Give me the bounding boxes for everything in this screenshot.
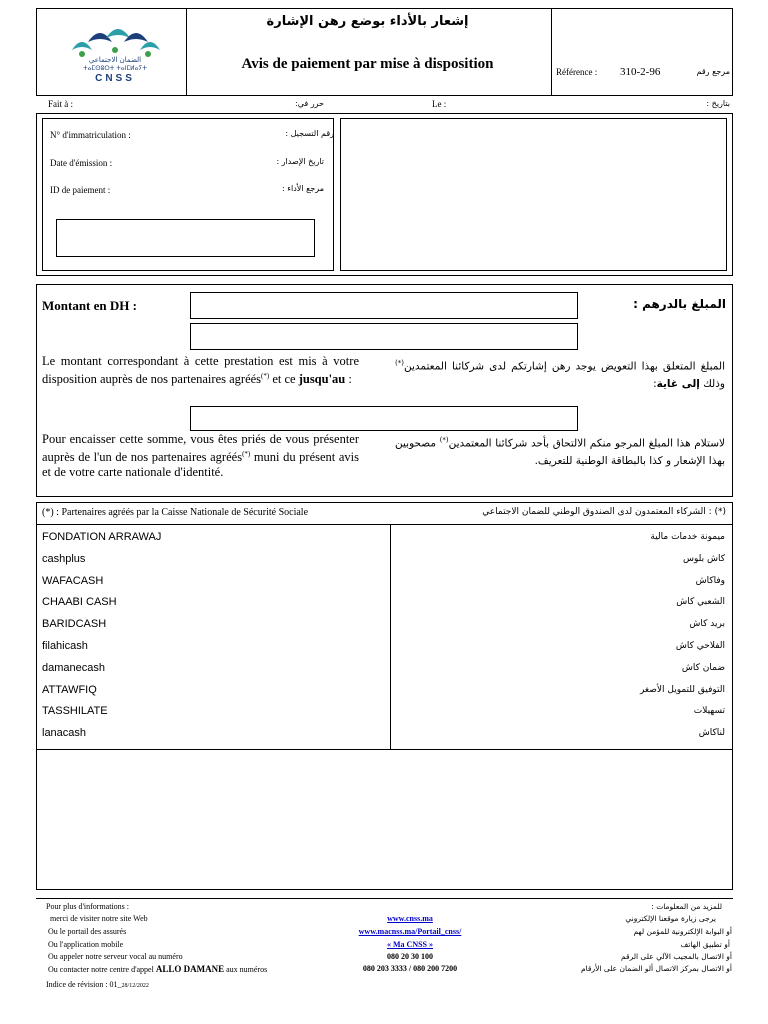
amount-digits-field[interactable] (190, 292, 578, 319)
footer-ar-0: للمزيد من المعلومات : (651, 902, 722, 911)
link-cnss-website[interactable]: www.cnss.ma (387, 914, 433, 923)
voice-server-number: 080 20 30 100 (387, 952, 433, 961)
logo-text-tifinagh: ⵜⴰⵎⵙⵓⵔⵜ ⵜⴰⵏⵎⵍⴰⵢⵜ (83, 65, 147, 72)
immatriculation-label-ar: رقم التسجيل : (285, 129, 334, 138)
partner-row (36, 572, 733, 594)
encaisser-text-fr-2: muni du présent avis et de votre carte nationale d'identité. (42, 450, 359, 480)
footer-fr-3: Ou l'application mobile (48, 940, 124, 949)
partner-name-fr: cashplus (42, 552, 86, 565)
partner-name-ar: ضمان كاش (681, 662, 725, 673)
payment-id-label-ar: مرجع الأداء : (281, 184, 324, 193)
footer-fr-0: Pour plus d'informations : (46, 902, 129, 911)
partner-row (36, 550, 733, 572)
partner-name-fr: BARIDCASH (42, 618, 107, 631)
dispo-text-ar-1: المبلغ المتعلق بهذا التعويض يوجد رهن إشارتكم لدى شركائنا المعتمدين (403, 360, 725, 373)
partner-row (36, 528, 733, 550)
footer-fr-2: Ou le portail des assurés (48, 927, 127, 936)
montant-label-ar: المبلغ بالدرهم : (633, 297, 726, 311)
cnss-logo (60, 14, 170, 90)
montant-label: Montant en DH : (42, 298, 137, 313)
partner-row (36, 724, 733, 746)
dispo-sup: (*) (261, 372, 270, 380)
dispo-sup-ar: (*) (395, 359, 404, 367)
emission-label-ar: تاريخ الإصدار : (276, 157, 324, 166)
dispo-text-fr (42, 354, 359, 387)
dispo-text-ar-end: : (653, 377, 657, 390)
footer-ar-1: يرجى زيارة موقعنا الإلكتروني (625, 914, 716, 923)
barcode-field[interactable] (56, 219, 315, 257)
immatriculation-label: N° d'immatriculation : (50, 130, 131, 140)
encaisser-sup-ar: (*) (439, 436, 449, 444)
dispo-text-ar (395, 355, 725, 393)
partner-name-ar: كاش بلوس (683, 553, 725, 564)
header-ref-divider (551, 8, 552, 96)
partners-list-bottom-rule (36, 749, 733, 750)
reference-value: 310-2-96 (620, 66, 661, 78)
payment-id-label: ID de paiement : (50, 185, 111, 195)
amount-words-field[interactable] (190, 323, 578, 350)
partners-header-fr: (*) : Partenaires agréés par la Caisse Nationale de Sécurité Sociale (42, 507, 309, 518)
revision-date: 28/12/2022 (121, 983, 149, 989)
link-ma-cnss-app[interactable]: « Ma CNSS » (386, 940, 433, 949)
partner-name-fr: damanecash (42, 661, 105, 674)
partner-row (36, 659, 733, 681)
logo-text-ar: الضمان الاجتماعي (88, 56, 142, 64)
encaisser-text-ar (395, 432, 725, 470)
partner-name-ar: لناكاش (698, 728, 725, 739)
partner-name-ar: ميمونة خدمات مالية (650, 532, 725, 542)
footer-ar-2: أو البوابة الإلكترونية للمؤمن لهم (633, 927, 732, 936)
dispo-bold: jusqu'au (298, 372, 346, 387)
reference-label-ar: مرجع رقم (696, 67, 730, 76)
partner-name-ar: الشعبي كاش (676, 597, 725, 608)
partner-name-ar: التوفيق للتمويل الأصغر (639, 684, 725, 695)
revision-label: Indice de révision : 01_ (46, 980, 122, 989)
partner-row (36, 702, 733, 724)
emission-label: Date d'émission : (50, 158, 113, 168)
title-fr: Avis de paiement par mise à disposition (241, 56, 494, 72)
partner-name-ar: الفلاحي كاش (675, 641, 725, 651)
partner-name-fr: ATTAWFIQ (42, 683, 97, 696)
partner-row (36, 615, 733, 637)
partner-name-fr: FONDATION ARRAWAJ (42, 531, 162, 543)
footer-ar-3: أو تطبيق الهاتف (680, 940, 730, 949)
deadline-date-field[interactable] (190, 406, 578, 431)
partner-row (36, 637, 733, 659)
footer-call-center-label: Ou contacter notre centre d'appel (48, 965, 154, 974)
reference-label: Référence : (556, 67, 598, 77)
fait-a-label: Fait à : (48, 99, 73, 109)
call-center-numbers: 080 203 3333 / 080 200 7200 (362, 964, 458, 973)
date-label-ar: بتاريخ : (706, 99, 730, 108)
partner-name-ar: تسهيلات (693, 706, 725, 717)
footer-fr-5 (48, 964, 267, 974)
partner-name-fr: filahicash (42, 640, 88, 652)
partners-header-rule (36, 524, 733, 525)
partner-row (36, 681, 733, 703)
partner-row (36, 593, 733, 615)
allo-damane: ALLO DAMANE (155, 964, 225, 974)
encaisser-text-ar-1: لاستلام هذا المبلغ المرجو منكم الالتحاق بأحد شركائنا المعتمدين (448, 437, 725, 450)
partner-name-ar: وفاكاش (695, 575, 725, 586)
header-logo-divider (186, 8, 187, 96)
footer-rule (36, 898, 733, 899)
le-label: Le : (432, 99, 447, 109)
revision-index (46, 980, 149, 989)
dispo-text-ar-bold: إلى غاية (656, 377, 700, 390)
title-ar: إشعار بالأداء بوضع رهن الإشارة (266, 14, 469, 29)
footer-fr-1: merci de visiter notre site Web (50, 914, 148, 923)
aux-numeros: aux numéros (224, 965, 268, 974)
harrar-label-ar: حرر في: (295, 99, 324, 108)
link-portail-assures[interactable]: www.macnss.ma/Portail_cnss/ (358, 927, 462, 936)
dispo-text-fr-1: Le montant correspondant à cette prestation est mis à votre disposition auprès de nos partenaires agréés (42, 354, 359, 387)
encaisser-text-fr-1: Pour encaisser cette somme, vous êtes priés de vous présenter auprès de l'un de nos partenaires agréés (42, 432, 359, 465)
partner-name-fr: CHAABI CASH (42, 596, 117, 609)
dispo-text-ar-2: وذلك (699, 377, 725, 390)
footer-ar-5: أو الاتصال بمركز الاتصال ألو الضمان على الأرقام (581, 964, 732, 973)
footer-ar-4: أو الاتصال بالمجيب الآلي على الرقم (621, 952, 732, 961)
partner-name-fr: lanacash (42, 727, 87, 740)
encaisser-sup: (*) (242, 450, 251, 458)
partner-name-fr: TASSHILATE (42, 705, 108, 718)
dispo-text-fr-2: et ce (269, 372, 299, 387)
partners-header-ar: (*) : الشركاء المعتمدون لدى الصندوق الوطني للضمان الاجتماعي (482, 507, 726, 517)
footer-fr-4: Ou appeler notre serveur vocal au numéro (48, 952, 183, 961)
logo-text-cnss: CNSS (95, 73, 135, 84)
identity-right-panel (340, 118, 727, 271)
partner-name-ar: بريد كاش (689, 619, 725, 630)
partner-name-fr: WAFACASH (42, 574, 104, 587)
dispo-end: : (345, 372, 352, 387)
encaisser-text-ar-2: مصحوبين بهذا الإشعار و كذا بالبطاقة الوطنية للتعريف. (395, 437, 725, 467)
encaisser-text-fr (42, 432, 359, 480)
